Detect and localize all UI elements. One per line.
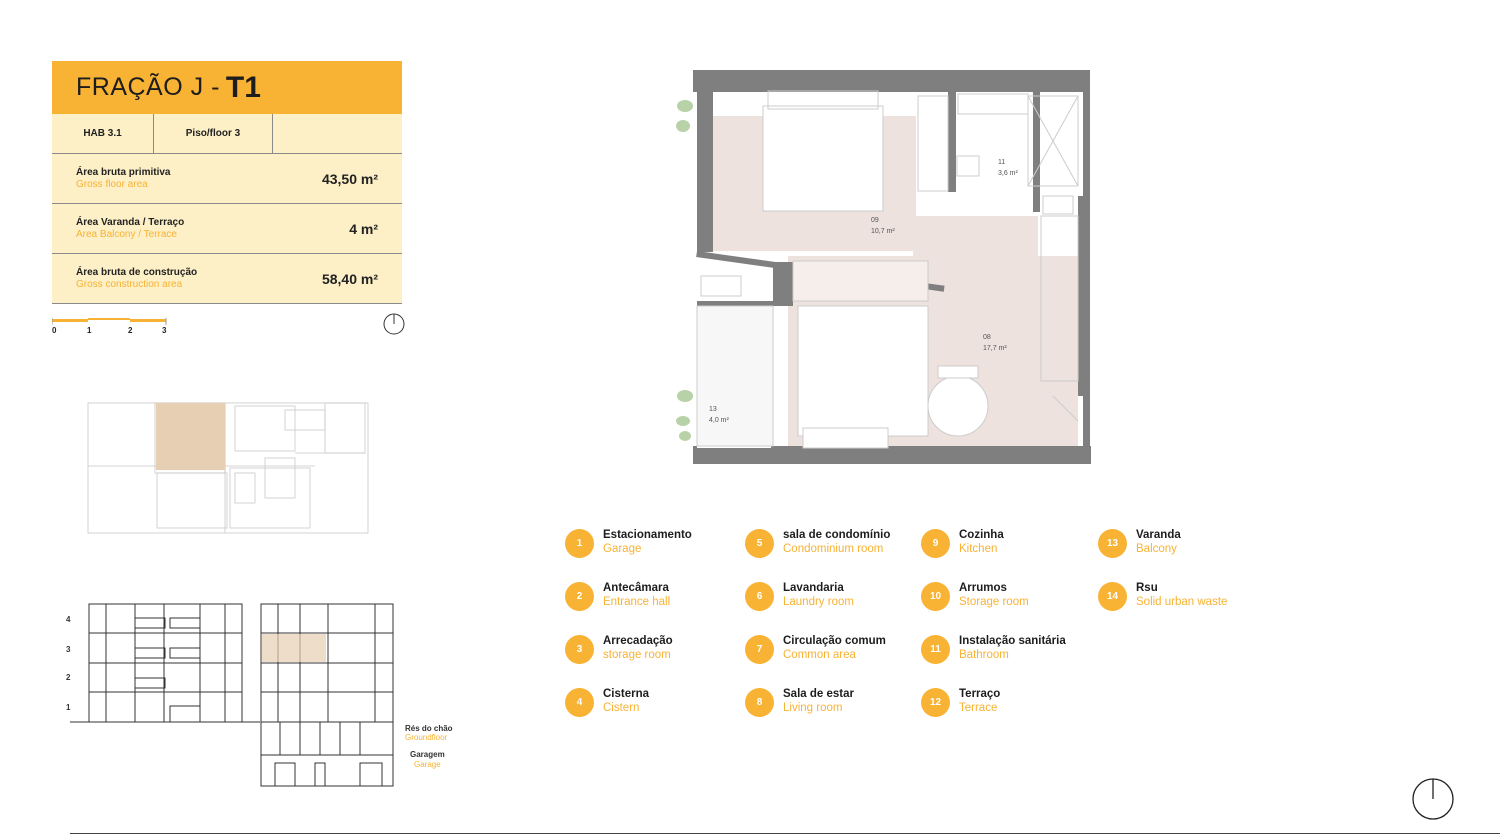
unit-blank-cell — [273, 114, 402, 153]
scale-tick: 1 — [87, 326, 92, 335]
area-value: 58,40 m² — [321, 270, 378, 287]
area-label: Área bruta de construção — [76, 266, 198, 278]
garage-label: Garagem — [410, 750, 445, 759]
unit-highlight — [262, 634, 326, 662]
legend-item — [745, 581, 854, 611]
legend-item — [565, 581, 670, 611]
legend-item — [1098, 528, 1181, 558]
legend-item — [565, 687, 649, 717]
scale-tick: 2 — [128, 326, 133, 335]
unit-typology: T1 — [225, 70, 261, 104]
floor-label: 2 — [66, 673, 71, 682]
legend-label-en: Laundry room — [783, 596, 854, 608]
legend-label-en: Condominium room — [783, 543, 884, 555]
garage-label-en: Garage — [414, 760, 441, 769]
legend-label: Cisterna — [603, 688, 650, 700]
scale-tick: 0 — [52, 326, 57, 335]
area-label: Área Varanda / Terraço — [76, 216, 185, 228]
scale-bar-graphic — [52, 318, 170, 326]
area-value: 4 m² — [349, 220, 378, 237]
room-number: 13 — [709, 406, 717, 413]
legend-item — [565, 528, 692, 558]
area-label-en: Area Balcony / Terrace — [76, 228, 177, 240]
legend-label: Terraço — [959, 688, 1001, 700]
legend-label: sala de condomínio — [783, 529, 891, 541]
legend-number: 8 — [745, 688, 774, 717]
bottom-divider — [70, 833, 1500, 834]
unit-title-bar — [52, 61, 402, 114]
area-value: 43,50 m² — [321, 170, 378, 187]
legend-item — [745, 528, 890, 558]
legend-label-en: Balcony — [1136, 543, 1177, 555]
legend-item — [565, 634, 673, 664]
unit-subheader — [52, 114, 402, 154]
legend-number: 7 — [745, 635, 774, 664]
legend-label: Arrumos — [959, 582, 1007, 594]
room-area: 3,6 m² — [998, 170, 1018, 177]
legend-number: 14 — [1098, 582, 1127, 611]
legend-number: 5 — [745, 529, 774, 558]
legend-number: 4 — [565, 688, 594, 717]
legend-label: Circulação comum — [783, 635, 886, 647]
legend-label-en: Bathroom — [959, 649, 1009, 661]
north-arrow-icon — [1410, 776, 1456, 822]
legend-label: Antecâmara — [603, 582, 669, 594]
legend-number: 6 — [745, 582, 774, 611]
north-arrow-icon — [382, 312, 406, 336]
floor-label: 3 — [66, 645, 71, 654]
unit-highlight — [156, 403, 225, 470]
legend-label-en: Cistern — [603, 702, 640, 714]
area-label-en: Gross floor area — [76, 178, 148, 190]
floor-label: 4 — [66, 615, 71, 624]
scale-bar — [52, 318, 170, 336]
legend-item — [1098, 581, 1227, 611]
area-row-balcony — [52, 204, 402, 254]
unit-hab: HAB 3.1 — [52, 114, 154, 153]
room-area: 17,7 m² — [983, 345, 1007, 352]
legend-label: Instalação sanitária — [959, 635, 1066, 647]
unit-floor: Piso/floor 3 — [154, 114, 273, 153]
legend-label-en: Kitchen — [959, 543, 998, 555]
ground-label-en: Groundfloor — [405, 733, 448, 742]
scale-tick: 3 — [162, 326, 167, 335]
legend-label: Cozinha — [959, 529, 1004, 541]
legend-label-en: Garage — [603, 543, 642, 555]
legend-item — [745, 634, 886, 664]
building-elevation — [60, 598, 405, 790]
room-number: 11 — [998, 159, 1006, 166]
legend-number: 9 — [921, 529, 950, 558]
legend-item — [745, 687, 854, 717]
legend-label-en: Storage room — [959, 596, 1029, 608]
legend-item — [921, 581, 1029, 611]
legend-label-en: storage room — [603, 649, 671, 661]
floor-label: 1 — [66, 703, 71, 712]
area-label: Área bruta primitiva — [76, 166, 171, 178]
room-area: 4,0 m² — [709, 417, 729, 424]
legend-number: 1 — [565, 529, 594, 558]
ground-label: Rés do chão — [405, 724, 453, 733]
legend-number: 13 — [1098, 529, 1127, 558]
legend-label: Arrecadação — [603, 635, 673, 647]
legend-label: Estacionamento — [603, 529, 692, 541]
room-number: 08 — [983, 334, 991, 341]
area-row-gross — [52, 154, 402, 204]
legend-number: 3 — [565, 635, 594, 664]
legend-label-en: Common area — [783, 649, 856, 661]
room-legend — [565, 528, 1285, 728]
room-area: 10,7 m² — [871, 228, 895, 235]
legend-label-en: Entrance hall — [603, 596, 671, 608]
floor-plan — [673, 66, 1093, 468]
legend-label-en: Solid urban waste — [1136, 596, 1228, 608]
unit-info-card — [52, 61, 402, 304]
legend-number: 12 — [921, 688, 950, 717]
key-plan — [85, 398, 375, 538]
legend-label: Lavandaria — [783, 582, 844, 594]
room-number: 09 — [871, 217, 879, 224]
legend-label-en: Living room — [783, 702, 843, 714]
legend-label: Varanda — [1136, 529, 1181, 541]
area-label-en: Gross construction area — [76, 278, 183, 290]
legend-number: 10 — [921, 582, 950, 611]
legend-number: 11 — [921, 635, 950, 664]
legend-item — [921, 634, 1066, 664]
legend-label-en: Terrace — [959, 702, 998, 714]
area-row-construction — [52, 254, 402, 304]
legend-number: 2 — [565, 582, 594, 611]
unit-title: FRAÇÃO J - — [76, 73, 220, 101]
legend-label: Rsu — [1136, 582, 1158, 594]
legend-label: Sala de estar — [783, 688, 854, 700]
legend-item — [921, 528, 1004, 558]
legend-item — [921, 687, 1000, 717]
